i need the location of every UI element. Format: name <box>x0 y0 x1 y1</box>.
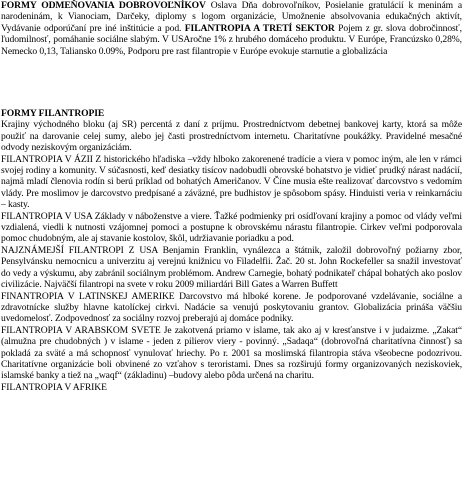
intro-text: Oslava Dňa dobrovoľníkov, Posielanie gratulácií k meninám a narodeninám, k Vianociam, Darčeky, diplomy s logom organizácie, Umožnenie absolvovania edukačných aktivít, Vydávanie odporúčaní pre iné inštitúcie a pod. <box>1 0 462 34</box>
forms-latin-america <box>1 291 462 325</box>
forms-famous-philanthropists <box>1 245 462 291</box>
section-text: Je zakotvená priamo v islame, tak ako aj v kresťanstve i v judaizme. „Zakat“ (almužna pre chudobných ) v islame - jeden z pilierov viery - povinný. „Sadaqa“ (dobrovoľná charitatívna činnosť) sa pokladá za sväté a má schopnosť vynulovať hriechy. Po r. 2001 sa moslimská filantropia stáva všeobecne podozrivou. Charitatívne organizácie boli obvinené zo vzťahov s teroristami. Dnes sa rozširujú formy organizovaných neziskoviek, islamské banky a tiež na „waqf“ (základinu) –budovy alebo pôda určená na charitu. <box>1 324 462 382</box>
section-text: Krajiny východného bloku (aj SR) percentá z daní z príjmu. Prostredníctvom debetnej bankovej karty, ktorá sa môže použiť na darovanie celej sumy, alebo jej časti prostredníctvom internetu. Charitatívne poukážky. Pravidelné mesačné odvody neziskovým organizáciám. <box>1 119 462 154</box>
section-title: FILANTROPIA V USA <box>1 210 93 222</box>
section-title: FILANTROPIA V ÁZII <box>1 153 93 165</box>
forms-usa <box>1 211 462 245</box>
forms-asia <box>1 154 462 211</box>
intro-heading: FORMY ODMEŇOVANIA DOBROVOĽNÍKOV <box>1 0 206 11</box>
third-sector-text: Pojem z gr. slova dobročinnosť, ľudomilnosť, pomáhanie sociálne slabým. V USAročne 1% z hrubého domáceho produktu. V Európe, Francúzsko 0,28%, Nemecko 0,13, Taliansko 0.09%, Podporu pre rast filantropie v Európe evokuje starnutie a globalizácia <box>1 22 462 57</box>
section-text: Benjamin Franklin, vynálezca a štátnik, založil dobrovoľný požiarny zbor, Pensylvánsku nemocnicu a univerzitu aj verejnú knižnicu vo Filadelfii. Žač. 20 st. John Rockefeller sa snažil investovať do vedy a výskumu, aby zabránil sociálnym problémom. Andrew Carnegie, bohatý podnikateľ chápal bohatých ako poslov civilizácie. Najväčší filantropi na svete v roku 2009 miliardári Bill Gates a Warren Buffett <box>1 244 462 291</box>
forms-africa-cut-line: FILANTROPIA V AFRIKE <box>1 381 107 393</box>
forms-eastern-bloc <box>1 119 462 153</box>
third-sector-heading: FILANTROPIA A TRETÍ SEKTOR <box>184 22 335 34</box>
section-title: NAJZNÁMEJŠÍ FILANTROPI Z USA <box>1 244 158 256</box>
forms-heading: FORMY FILANTROPIE <box>1 108 105 119</box>
section-text: Základy v náboženstve a viere. Ťažké podmienky pri osídľovaní krajiny a pomoc od vlády veľmi vzdialená, viedli k nutnosti vzájomnej pomoci a postupne k obrovskému nárastu filantropie. Cirkev veľmi podporovala pomoc chudobným, ale aj stavanie kostolov, škôl, udržiavanie poriadku a pod. <box>1 210 462 245</box>
section-title: FINANTROPIA V LATINSKEJ AMERIKE <box>1 290 175 302</box>
section-title: FILANTROPIA V ARABSKOM SVETE <box>1 324 161 336</box>
forms-section <box>1 108 462 393</box>
section-text: Darcovstvo má hlboké korene. Je podporované vzdelávanie, sociálne a zdravotnícke služby hlavne katolíckej cirkvi. Nadácie sa venujú poskytovaniu grantov. Globalizácia prináša väčšiu uvedomelosť. Zodpovednosť za sociálny rozvoj preberajú aj domáce podniky. <box>1 290 462 325</box>
forms-arab-world <box>1 325 462 382</box>
section-text: Z historického hľadiska –vždy hlboko zakorenené tradície a viera v pomoc iným, ale len v rámci svojej rodiny a komunity. V súčasnosti, keď desiatky tisícov nadobudli obrovské bohatstvo je vidieť prudký nárast nadácií, najmä mladí členovia rodín si berú príklad od bohatých Američanov. V Číne musia ešte realizovať darcovstvo s vedomím vlády. Pre moslimov je darcovstvo predpísané a záväzné, pre budhistov je spôsobom spásy. Hinduisti veria v reinkarnáciu – kasty. <box>1 153 462 211</box>
intro-paragraph <box>1 0 462 57</box>
